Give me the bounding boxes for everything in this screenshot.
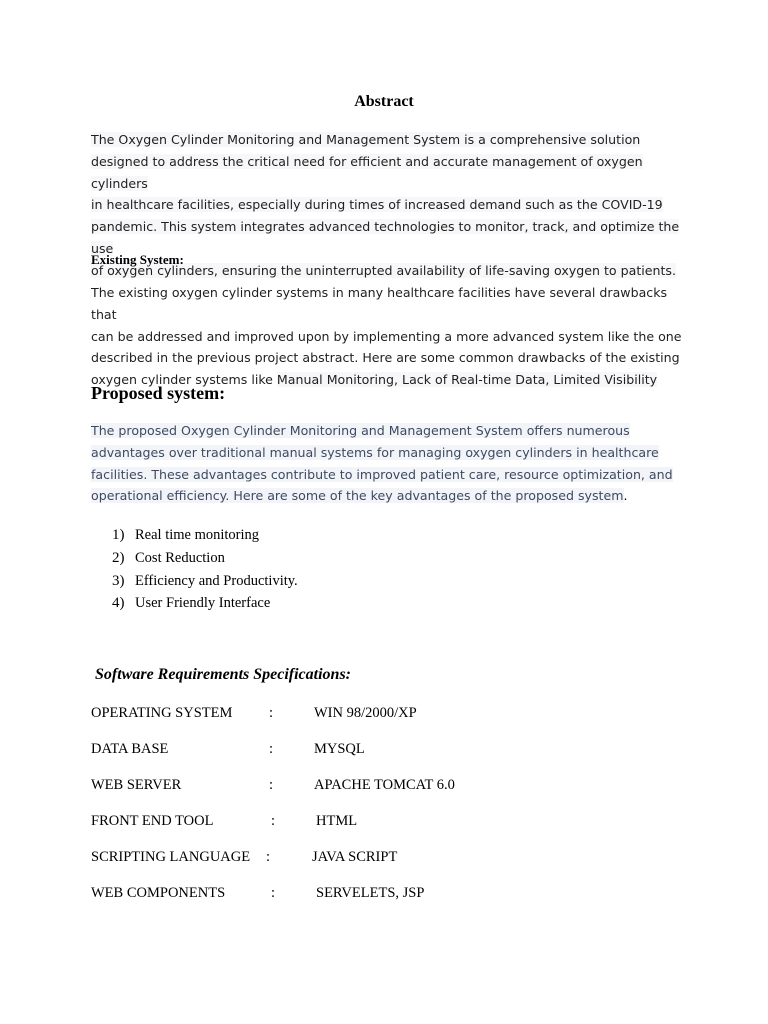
abstract-line: designed to address the critical need for efficient and accurate management of oxygen cylinders xyxy=(91,153,643,191)
list-number: 2) xyxy=(112,549,125,566)
spec-separator: : xyxy=(271,885,276,901)
spec-separator: : xyxy=(271,813,276,829)
existing-system-paragraph xyxy=(91,282,691,391)
list-number: 3) xyxy=(112,572,125,589)
spec-value: JAVA SCRIPT xyxy=(312,849,398,865)
proposed-line: The proposed Oxygen Cylinder Monitoring and Management System offers numerous xyxy=(91,423,630,438)
spec-key: OPERATING SYSTEM xyxy=(91,705,233,721)
proposed-system-heading: Proposed system: xyxy=(91,383,226,403)
proposed-system-paragraph xyxy=(91,420,691,507)
list-item xyxy=(112,524,298,547)
list-item xyxy=(112,547,298,570)
abstract-line: in healthcare facilities, especially during times of increased demand such as the COVID-19 xyxy=(91,197,663,213)
existing-line: The existing oxygen cylinder systems in many healthcare facilities have several drawbacks that xyxy=(91,285,668,322)
proposed-line: facilities. These advantages contribute to improved patient care, resource optimization, and xyxy=(91,466,673,482)
spec-value: WIN 98/2000/XP xyxy=(314,705,417,721)
spec-value: APACHE TOMCAT 6.0 xyxy=(314,777,455,793)
spec-separator: : xyxy=(269,741,274,757)
existing-line-prefix: oxygen cylinder systems like xyxy=(91,372,277,388)
list-item xyxy=(112,592,298,615)
abstract-title: Abstract xyxy=(354,93,414,110)
existing-line: can be addressed and improved upon by implementing a more advanced system like the one xyxy=(91,328,682,344)
spec-separator: : xyxy=(266,849,271,865)
spec-key: SCRIPTING LANGUAGE xyxy=(91,849,251,865)
advantages-list xyxy=(112,524,298,615)
existing-system-heading: Existing System: xyxy=(91,252,184,267)
spec-separator: : xyxy=(269,705,274,721)
spec-separator: : xyxy=(269,777,274,793)
list-item-text: Cost Reduction xyxy=(135,549,225,566)
proposed-trailing-period: . xyxy=(623,488,628,504)
existing-line: described in the previous project abstract. Here are some common drawbacks of the existing xyxy=(91,350,680,366)
abstract-line: of oxygen cylinders, ensuring the uninterrupted availability of life-saving oxygen to patients. xyxy=(91,262,677,278)
list-item-text: Real time monitoring xyxy=(135,527,260,543)
spec-key: WEB SERVER xyxy=(91,777,182,793)
spec-key: DATA BASE xyxy=(91,741,169,757)
proposed-line: operational efficiency. Here are some of the key advantages of the proposed system xyxy=(91,488,624,504)
drawback-item: Manual Monitoring, xyxy=(276,372,399,388)
drawback-item: Limited Visibility xyxy=(549,372,658,388)
spec-value: HTML xyxy=(316,813,358,829)
list-item-text: Efficiency and Productivity. xyxy=(135,572,298,589)
spec-value: SERVELETS, JSP xyxy=(316,885,425,901)
proposed-line: advantages over traditional manual systems for managing oxygen cylinders in healthcare xyxy=(91,444,659,460)
spec-key: WEB COMPONENTS xyxy=(91,885,226,901)
spec-key: FRONT END TOOL xyxy=(91,813,214,829)
spec-value: MYSQL xyxy=(314,741,365,757)
drawback-item: Lack of Real-time Data, xyxy=(398,372,550,388)
list-item-text: User Friendly Interface xyxy=(135,595,271,612)
abstract-line: The Oxygen Cylinder Monitoring and Management System is a comprehensive solution xyxy=(91,132,641,147)
abstract-line: pandemic. This system integrates advanced technologies to monitor, track, and optimize the use xyxy=(91,219,680,256)
srs-heading: Software Requirements Specifications: xyxy=(95,666,351,683)
list-number: 1) xyxy=(112,527,125,543)
list-number: 4) xyxy=(112,595,125,612)
list-item xyxy=(112,570,298,593)
